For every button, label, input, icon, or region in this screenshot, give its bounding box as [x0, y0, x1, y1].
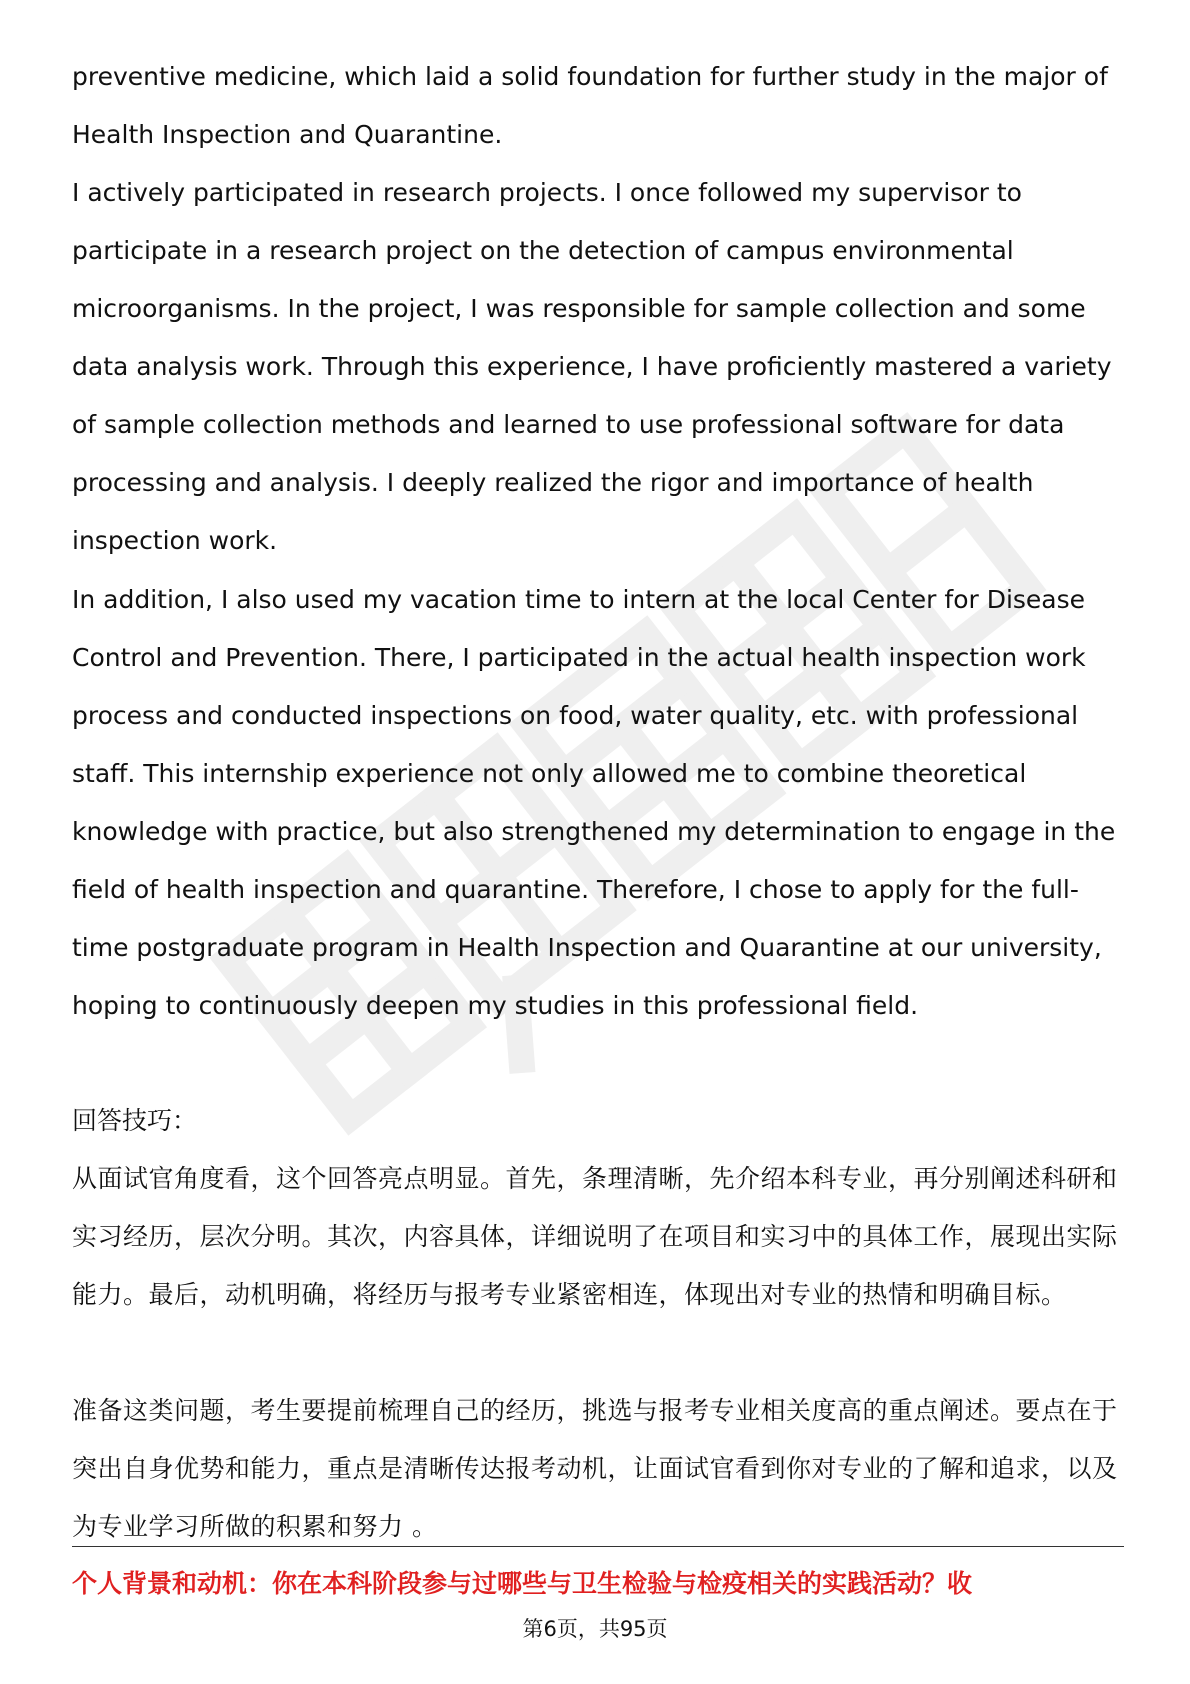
tips-paragraph-preparation: 准备这类问题，考生要提前梳理自己的经历，挑选与报考专业相关度高的重点阐述。要点在于突出自身优势和能力，重点是清晰传达报考动机，让面试官看到你对专业的了解和追求，以及为专业学习所做的积累和努力 。 [72, 1396, 1118, 1541]
section-divider [72, 1546, 1124, 1547]
paragraph-research-projects: I actively participated in research projects. I once followed my supervisor to participate in a research project on the detection of campus environmental microorganisms. In the project, I was responsible for sample collection and some data analysis work. Through this experience, I have proficiently mastered a variety of sample collection methods and learned to use professional software for data processing and analysis. I deeply realized the rigor and importance of health inspection work. [72, 178, 1112, 555]
page-number: 第6页，共95页 [522, 1617, 668, 1641]
tips-paragraph-analysis: 从面试官角度看，这个回答亮点明显。首先，条理清晰，先介绍本科专业，再分别阐述科研和实习经历，层次分明。其次，内容具体，详细说明了在项目和实习中的具体工作，展现出实际能力。最后，动机明确，将经历与报考专业紧密相连，体现出对专业的热情和明确目标。 [72, 1164, 1118, 1309]
paragraph-undergraduate-foundation: preventive medicine, which laid a solid foundation for further study in the major of Health Inspection and Quarantine. [72, 62, 1108, 149]
paragraph-internship: In addition, I also used my vacation time to intern at the local Center for Disease Control and Prevention. There, I participated in the actual health inspection work process and conducted inspections on food, water quality, etc. with professional staff. This internship experience not only allowed me to combine theoretical knowledge with practice, but also strengthened my determination to engage in the field of health inspection and quarantine. Therefore, I chose to apply for the full-time postgraduate program in Health Inspection and Quarantine at our university, hoping to continuously deepen my studies in this professional field. [72, 585, 1116, 1020]
next-question-heading: 个人背景和动机：你在本科阶段参与过哪些与卫生检验与检疫相关的实践活动？收 [72, 1569, 973, 1598]
tips-heading: 回答技巧： [72, 1106, 198, 1135]
